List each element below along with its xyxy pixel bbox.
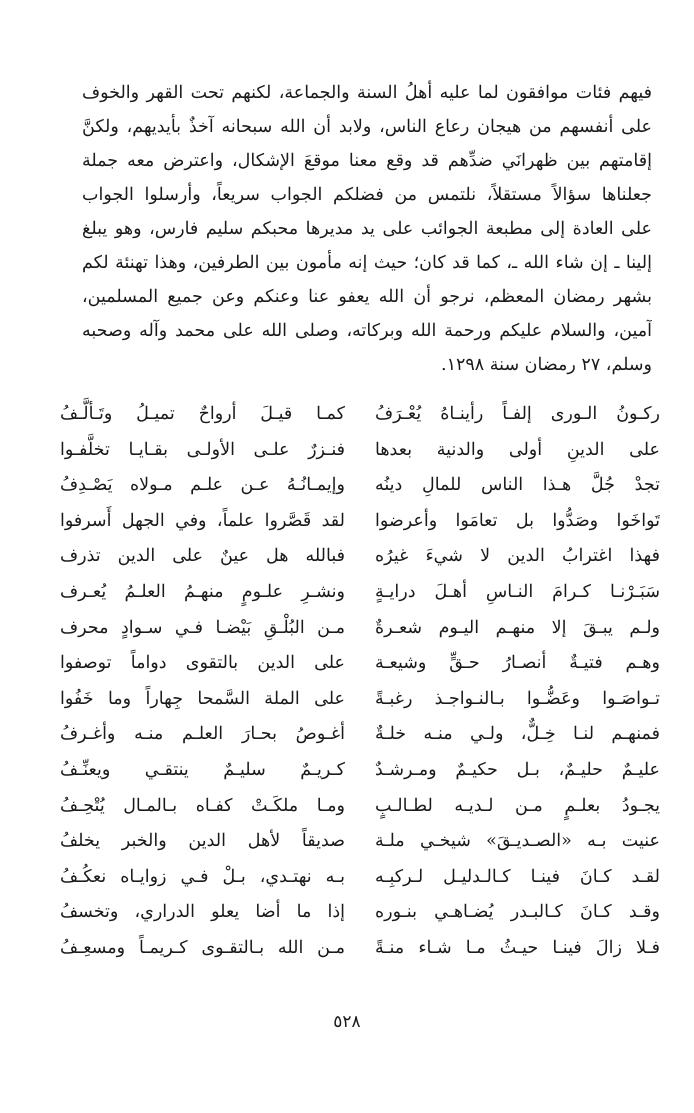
prose-paragraph — [82, 76, 652, 382]
page-number: ٥٢٨ — [333, 1012, 361, 1032]
prose-line: إلينا ـ إن شاء الله ـ، كما قد كان؛ حيث إنه مأمون بين الطرفين، وهذا تهنئة لكم — [82, 253, 652, 273]
verse-second-hemistich: لقد قَصَّروا علماً، وفي الجهل أَسرفوا — [60, 510, 345, 531]
verse-second-hemistich: مـن الله بـالتقـوى كـريمـاً ومسعِـفُ — [60, 937, 345, 958]
verse-first-hemistich: عليـمٌ حليـمٌ، بـل حكيـمٌ ومـرشـدٌ — [375, 759, 660, 780]
verse-first-hemistich: تَواخَوا وصَدُّوا بل تعامَوا وأعرضوا — [375, 510, 660, 531]
poem-verse — [60, 824, 660, 860]
verse-first-hemistich: تجدْ جُلَّ هـذا الناس للمالِ دينُه — [375, 475, 660, 496]
poem-verse — [60, 468, 660, 504]
verse-second-hemistich: صديقاً لأهل الدين والخبر يخلفُ — [60, 831, 345, 852]
poem-verse — [60, 504, 660, 540]
poem-verse — [60, 575, 660, 611]
poem-verse — [60, 646, 660, 682]
verse-second-hemistich: مـن البُلْـقِ بَيْضـا فـي سـوادٍ محرف — [60, 617, 345, 638]
verse-first-hemistich: فهذا اغترابُ الدين لا شيءَ غيرُه — [375, 546, 660, 567]
poem-verse — [60, 611, 660, 647]
verse-first-hemistich: سَبَـرْنـا كـرامَ النـاسِ أهـلَ درايـةٍ — [375, 581, 660, 602]
prose-line: إقامتهم بين ظهرانَي ضدِّهم قد وقع معنا موقعَ الإشكال، واعترض معه جملة — [82, 151, 652, 171]
verse-second-hemistich: ونشـرِ علـومٍ منهـمُ العلـمُ يُعـرف — [60, 581, 345, 602]
prose-line: وسلم، ٢٧ رمضان سنة ١٢٩٨. — [441, 355, 652, 375]
prose-line: جعلناها سؤالاً مستقلاً، نلتمس من فضلكم الجواب سريعاً، وأرسلوا الجواب — [82, 185, 652, 205]
verse-first-hemistich: يجـودُ بعلـمٍ مـن لـديـه لطـالـبٍ — [375, 795, 660, 816]
verse-first-hemistich: وقـد كـانَ كـالبـدر يُضـاهـي بنـوره — [375, 902, 660, 923]
verse-second-hemistich: على الدين بالتقوى دواماً توصفوا — [60, 653, 345, 674]
verse-first-hemistich: ركـونُ الـورى إلفـاً رأينـاهُ يُعْـرَفُ — [375, 404, 660, 424]
verse-second-hemistich: ومـا ملكَـتْ كفـاه بـالمـال يُتْحِـفُ — [60, 795, 345, 816]
verse-first-hemistich: وهـم فتيـةٌ أنصـارُ حـقٍّ وشيعـة — [375, 653, 660, 674]
verse-second-hemistich: على الملة السَّمحا جِهاراً وما خَفُوا — [60, 688, 345, 709]
verse-first-hemistich: على الدينِ أولى والدنية بعدها — [375, 439, 660, 460]
verse-first-hemistich: عنيت بـه «الصـديـقَ» شيخـي ملـة — [375, 831, 660, 852]
prose-line: آمين، والسلام عليكم ورحمة الله وبركاته، وصلى الله على محمد وآله وصحبه — [82, 321, 652, 341]
verse-second-hemistich: فنـزرٌ علـى الأولـى بقـايـا تخلَّفـوا — [60, 439, 345, 460]
poem-verse — [60, 753, 660, 789]
verse-second-hemistich: بـه نهتـدي، بـلْ فـي زوايـاه نعكُـفُ — [60, 866, 345, 887]
poem-verse — [60, 433, 660, 469]
poem-verse — [60, 682, 660, 718]
poem-verse — [60, 397, 660, 433]
verse-second-hemistich: أغـوصُ بحـارَ العلـم منـه وأغـرفُ — [60, 724, 345, 745]
verse-first-hemistich: تـواصَـوا وعَضُّـوا بـالنـواجـذ رغبـةً — [375, 688, 660, 709]
prose-line: على أنفسهم من هيجان رعاع الناس، ولابد أن الله سبحانه آخذٌ بأيديهم، ولكنَّ — [82, 117, 652, 137]
prose-line: بشهر رمضان المعظم، نرجو أن الله يعفو عنا وعنكم وعن جميع المسلمين، — [82, 287, 652, 307]
verse-second-hemistich: وإيمـانُـهُ عـن علـم مـولاه يَصْـدِفُ — [60, 475, 345, 496]
poem — [60, 397, 660, 967]
poem-verse — [60, 539, 660, 575]
poem-verse — [60, 717, 660, 753]
poem-verse — [60, 789, 660, 825]
poem-verse — [60, 931, 660, 967]
prose-line: فيهم فئات موافقون لما عليه أهلُ السنة والجماعة، لكنهم تحت القهر والخوف — [82, 83, 652, 103]
verse-second-hemistich: فبالله هل عينٌ على الدين تذرف — [60, 546, 345, 567]
poem-verse — [60, 895, 660, 931]
verse-first-hemistich: فمنهـم لنـا خِـلٌّ، ولـي منـه خلـةٌ — [375, 724, 660, 745]
verse-first-hemistich: فـلا زالَ فينـا حيـثُ مـا شـاء منـةً — [375, 937, 660, 958]
verse-first-hemistich: ولـم يبـقَ إلا منهـم اليـوم شعـرةٌ — [375, 617, 660, 638]
poem-verse — [60, 860, 660, 896]
prose-line: على العادة إلى مطبعة الجوائب على يد مديرها محبكم سليم فارس، وهو يبلغ — [82, 219, 652, 239]
verse-second-hemistich: إذا ما أضا يعلو الدراري، وتخسفُ — [60, 902, 345, 923]
verse-second-hemistich: كـريـمٌ سليـمٌ ينتقـي ويعنِّـفُ — [60, 759, 345, 780]
verse-second-hemistich: كمـا قيـلَ أرواحٌ تميـلُ وتَـألَّـفُ — [60, 404, 345, 424]
verse-first-hemistich: لقـد كـانَ فينـا كـالـدليـل لـركبِـه — [375, 866, 660, 887]
